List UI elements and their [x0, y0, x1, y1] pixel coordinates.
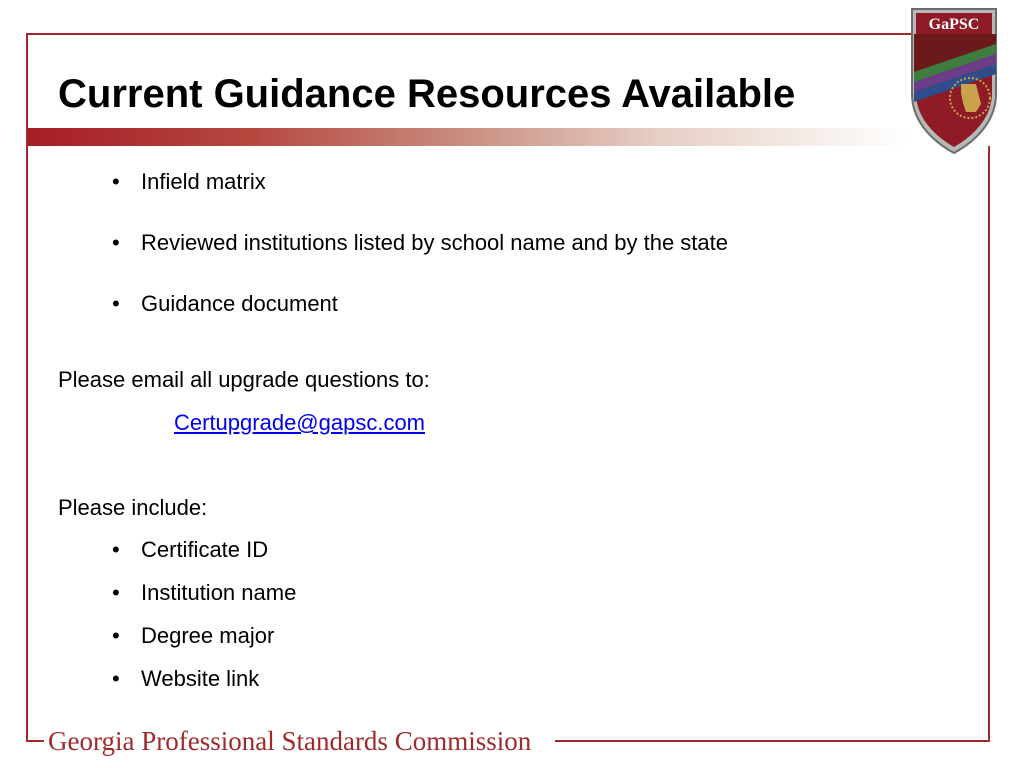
bullet-glyph: • [112, 580, 120, 605]
list-item [112, 621, 296, 664]
list-item [112, 664, 296, 707]
list-item [112, 578, 296, 621]
resource-item-label: Guidance document [141, 291, 338, 316]
include-prompt: Please include: [58, 495, 208, 520]
email-prompt: Please email all upgrade questions to: [58, 367, 430, 392]
list-item [112, 535, 296, 578]
slide-title: Current Guidance Resources Available [58, 72, 796, 116]
footer-organization-name: Georgia Professional Standards Commission [48, 726, 532, 756]
list-item [112, 228, 728, 289]
resource-list [112, 167, 728, 350]
resource-item-label: Reviewed institutions listed by school name and by the state [141, 230, 728, 255]
logo-wordmark: GaPSC [928, 16, 980, 33]
bullet-glyph: • [112, 666, 120, 691]
list-item [112, 289, 728, 350]
frame-top-border [26, 33, 912, 35]
include-item-label: Website link [141, 666, 260, 691]
title-gradient-bar [28, 128, 908, 146]
include-item-label: Certificate ID [141, 537, 269, 562]
frame-bottom-border-left [26, 740, 44, 742]
bullet-glyph: • [112, 169, 120, 194]
email-link[interactable]: Certupgrade@gapsc.com [174, 410, 426, 435]
include-item-label: Degree major [141, 623, 275, 648]
frame-bottom-border-right [555, 740, 990, 742]
gapsc-logo [906, 6, 1002, 156]
bullet-glyph: • [112, 623, 120, 648]
bullet-glyph: • [112, 230, 120, 255]
frame-right-border [988, 146, 990, 740]
resource-item-label: Infield matrix [141, 169, 266, 194]
include-list [112, 535, 296, 707]
list-item [112, 167, 728, 228]
bullet-glyph: • [112, 291, 120, 316]
gapsc-shield-icon [906, 6, 1002, 156]
bullet-glyph: • [112, 537, 120, 562]
include-item-label: Institution name [141, 580, 297, 605]
